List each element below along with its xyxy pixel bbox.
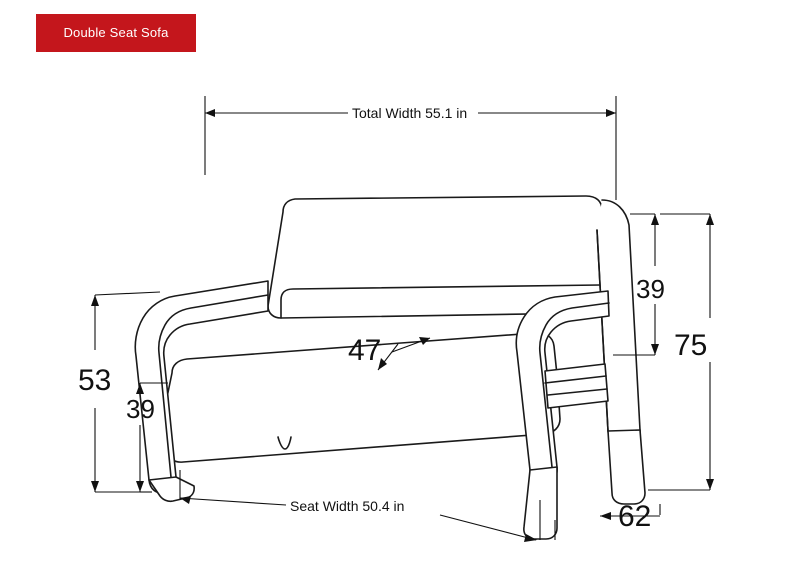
- label-back-height: 39: [636, 274, 665, 304]
- label-total-width: Total Width 55.1 in: [352, 105, 468, 121]
- label-leg-splay: 62: [618, 500, 652, 533]
- label-arm-height: 53: [78, 364, 112, 397]
- label-seat-depth: 47: [348, 334, 382, 367]
- label-seat-width: Seat Width 50.4 in: [290, 498, 405, 514]
- label-seat-height: 39: [126, 394, 155, 424]
- label-total-height: 75: [674, 329, 708, 362]
- right-side-panel: [545, 364, 608, 408]
- right-back-leg: [608, 430, 645, 504]
- product-badge: Double Seat Sofa: [36, 14, 196, 52]
- back-frame-right: [597, 200, 640, 449]
